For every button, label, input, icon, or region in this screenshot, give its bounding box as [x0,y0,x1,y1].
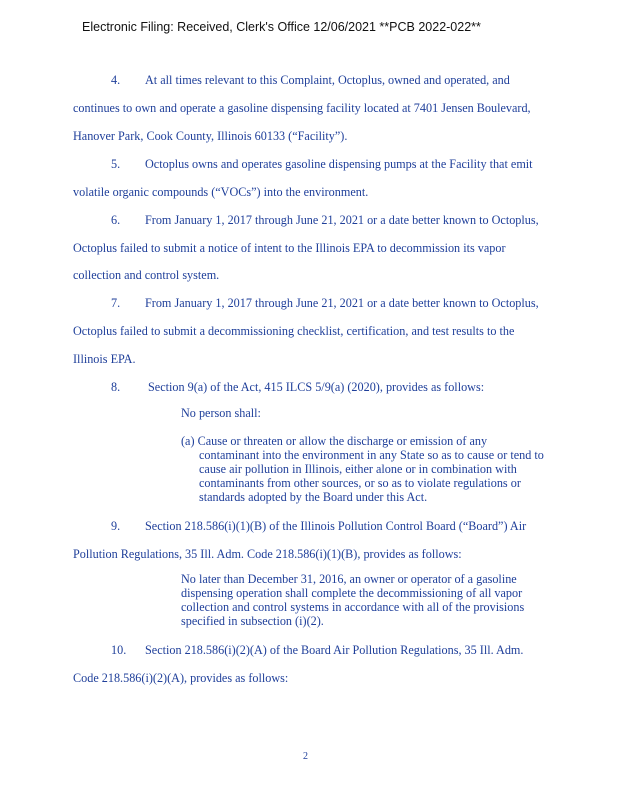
paragraph-line: Section 218.586(i)(2)(A) of the Board Air Pollution Regulations, 35 Ill. Adm. [145,643,524,657]
quote-line: (a) Cause or threaten or allow the discharge or emission of any [181,434,488,448]
paragraph-line: Hanover Park, Cook County, Illinois 60133 (“Facility”). [73,129,348,143]
paragraph-line: volatile organic compounds (“VOCs”) into the environment. [73,185,369,199]
paragraph-line: From January 1, 2017 through June 21, 2021 or a date better known to Octoplus, [145,213,539,227]
filing-header: Electronic Filing: Received, Clerk's Office 12/06/2021 **PCB 2022-022** [82,20,481,34]
paragraph-number: 4. [111,73,121,87]
quote-line: cause air pollution in Illinois, either alone or in combination with [199,462,517,476]
paragraph-line: Section 9(a) of the Act, 415 ILCS 5/9(a) (2020), provides as follows: [148,380,485,394]
paragraph-line: From January 1, 2017 through June 21, 2021 or a date better known to Octoplus, [145,296,539,310]
quote-line: specified in subsection (i)(2). [181,614,324,628]
paragraph-line: Octoplus failed to submit a notice of intent to the Illinois EPA to decommission its vapor [73,241,506,255]
paragraph-number: 7. [111,296,121,310]
paragraph-number: 10. [111,643,127,657]
paragraph-line: Octoplus failed to submit a decommissioning checklist, certification, and test results to the [73,324,515,338]
paragraph-line: Pollution Regulations, 35 Ill. Adm. Code 218.586(i)(1)(B), provides as follows: [73,547,462,561]
paragraph-line: Illinois EPA. [73,352,136,366]
paragraph-number: 8. [111,380,121,394]
paragraph-line: At all times relevant to this Complaint, Octoplus, owned and operated, and [145,73,510,87]
paragraph-line: continues to own and operate a gasoline dispensing facility located at 7401 Jensen Boulevard, [73,101,531,115]
paragraph-line: Section 218.586(i)(1)(B) of the Illinois Pollution Control Board (“Board”) Air [145,519,527,533]
paragraph-number: 9. [111,519,121,533]
quote-line: collection and control systems in accordance with all of the provisions [181,600,525,614]
paragraph-line: Octoplus owns and operates gasoline dispensing pumps at the Facility that emit [145,157,533,171]
page-number: 2 [303,751,308,762]
quote-line: No later than December 31, 2016, an owner or operator of a gasoline [181,572,517,586]
quote-line: standards adopted by the Board under this Act. [199,490,428,504]
paragraph-number: 6. [111,213,121,227]
quote-line: contaminant into the environment in any State so as to cause or tend to [199,448,544,462]
paragraph-line: collection and control system. [73,268,220,282]
quote-line: contaminants from other sources, or so as to violate regulations or [199,476,521,490]
paragraph-number: 5. [111,157,121,171]
quote-line: dispensing operation shall complete the decommissioning of all vapor [181,586,523,600]
paragraph-line: Code 218.586(i)(2)(A), provides as follows: [73,671,289,685]
quote-intro: No person shall: [181,406,261,420]
